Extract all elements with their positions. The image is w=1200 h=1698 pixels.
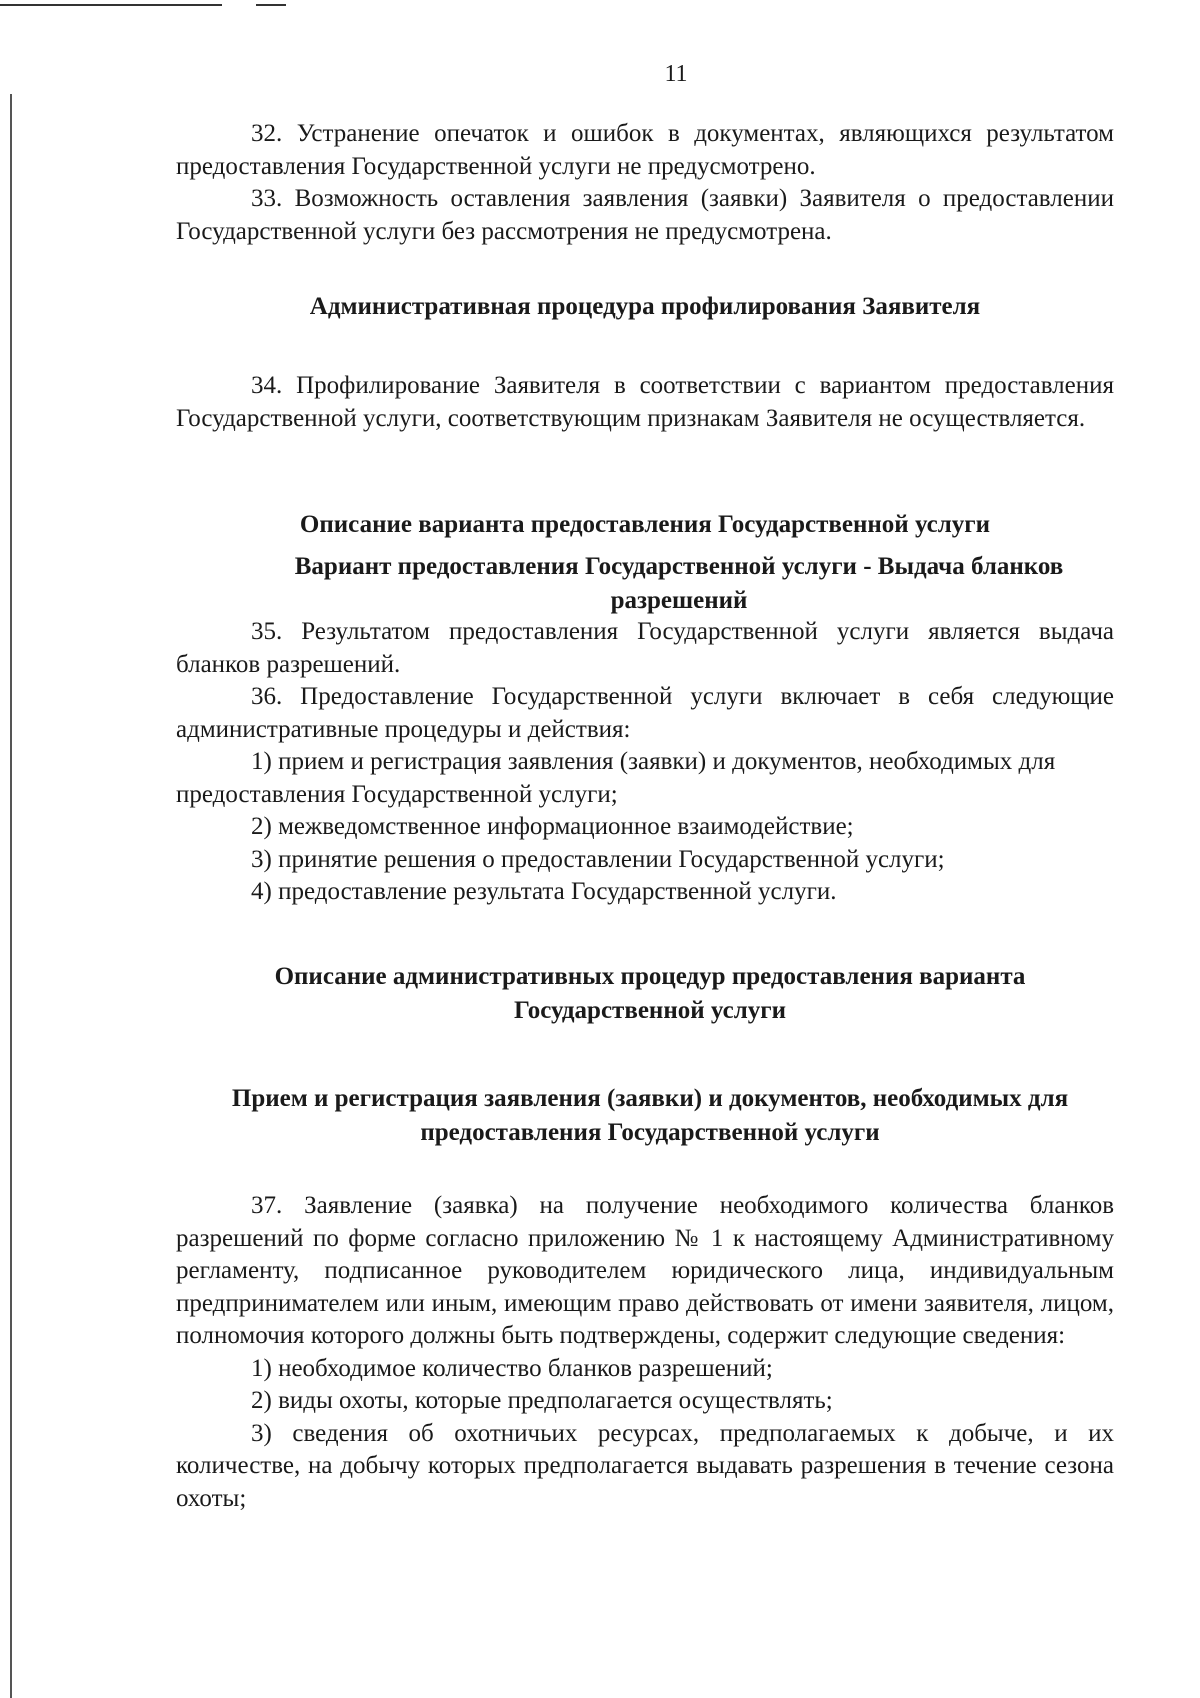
list-item: 2) межведомственное информационное взаимодействие; bbox=[251, 813, 854, 840]
heading-profiling: Административная процедура профилирования Заявителя bbox=[309, 293, 981, 320]
paragraph-group-32-33 bbox=[176, 118, 1114, 248]
scan-artifact-edge bbox=[10, 94, 12, 1698]
list-item: 3) сведения об охотничьих ресурсах, предполагаемых к добыче, и их количестве, на добычу которых предполагается выдавать разрешения в течение сезона охоты; bbox=[176, 1419, 1114, 1512]
paragraph-34: 34. Профилирование Заявителя в соответствии с вариантом предоставления Государственной услуги, соответствующим признакам Заявителя не осуществляется. bbox=[176, 372, 1114, 432]
heading-variant-description: Описание варианта предоставления Государственной услуги bbox=[299, 511, 991, 538]
scan-artifact-line bbox=[0, 4, 222, 6]
heading-reception: Прием и регистрация заявления (заявки) и документов, необходимых для предоставления Государственной услуги bbox=[231, 1085, 1069, 1146]
heading-variant-title: Вариант предоставления Государственной услуги - Выдача бланков разрешений bbox=[294, 553, 1064, 614]
list-item: 3) принятие решения о предоставлении Государственной услуги; bbox=[251, 845, 945, 873]
paragraph-32: 32. Устранение опечаток и ошибок в документах, являющихся результатом предоставления Государственной услуги не предусмотрено. bbox=[176, 120, 1114, 180]
list-item: 2) виды охоты, которые предполагается осуществлять; bbox=[251, 1387, 833, 1414]
paragraph-group-35-36 bbox=[176, 616, 1114, 909]
paragraph-33: 33. Возможность оставления заявления (заявки) Заявителя о предоставлении Государственной услуги без рассмотрения не предусмотрена. bbox=[176, 185, 1114, 245]
scan-artifact-line bbox=[256, 4, 286, 6]
page-number: 11 bbox=[664, 61, 688, 87]
paragraph-37: 37. Заявление (заявка) на получение необходимого количества бланков разрешений по форме согласно приложению № 1 к настоящему Административному регламенту, подписанное руководителем юридического лица, индивидуальным предпринимателем или иным, имеющим право действовать от имени заявителя, лицом, полномочия которого должны быть подтверждены, содержит следующие сведения: bbox=[176, 1192, 1114, 1349]
paragraph-35: 35. Результатом предоставления Государственной услуги является выдача бланков разрешений. bbox=[176, 618, 1114, 678]
list-item: 1) прием и регистрация заявления (заявки) и документов, необходимых для предоставления Государственной услуги; bbox=[176, 748, 1056, 808]
paragraph-group-34 bbox=[176, 370, 1114, 435]
list-item: 4) предоставление результата Государственной услуги. bbox=[251, 878, 837, 905]
heading-procedures: Описание административных процедур предоставления варианта Государственной услуги bbox=[274, 963, 1026, 1024]
list-item: 1) необходимое количество бланков разрешений; bbox=[251, 1354, 773, 1382]
paragraph-36: 36. Предоставление Государственной услуги включает в себя следующие административные процедуры и действия: bbox=[176, 683, 1114, 743]
paragraph-group-37 bbox=[176, 1190, 1114, 1515]
